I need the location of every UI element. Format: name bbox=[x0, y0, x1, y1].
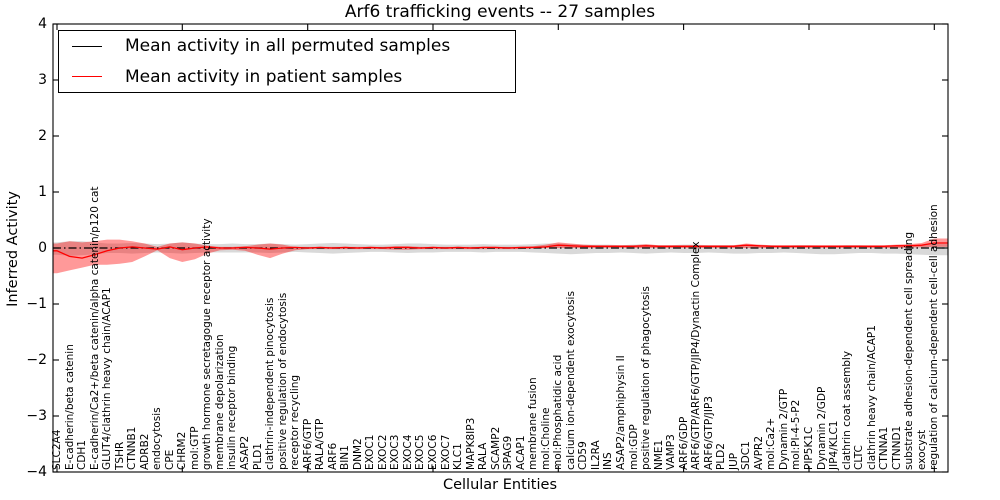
x-tick-label: CTNNA1 bbox=[878, 426, 891, 470]
x-tick-label: EXOC3 bbox=[389, 434, 402, 470]
x-tick-label: clathrin-independent pinocytosis bbox=[264, 297, 277, 470]
x-tick-label: IL2RA bbox=[589, 440, 602, 470]
x-tick-label: DNM2 bbox=[351, 438, 364, 470]
x-tick-label: substrate adhesion-dependent cell spreading bbox=[903, 231, 916, 470]
x-tick-label: insulin receptor binding bbox=[226, 345, 239, 470]
x-tick-label: SCAMP2 bbox=[489, 426, 502, 470]
x-tick-label: ACAP1 bbox=[514, 435, 527, 470]
y-tick-label: 0 bbox=[38, 240, 47, 256]
x-tick-label: calcium ion-dependent exocytosis bbox=[564, 291, 577, 470]
y-tick-label: 1 bbox=[38, 184, 47, 200]
x-tick-label: CD59 bbox=[577, 441, 590, 470]
x-tick-label: GLUT4/clathrin heavy chain/ACAP1 bbox=[101, 287, 114, 470]
x-tick-label: positive regulation of endocytosis bbox=[276, 292, 289, 470]
x-tick-label: CHRM2 bbox=[176, 431, 189, 470]
y-tick-label: 4 bbox=[38, 16, 47, 32]
y-tick-label: 2 bbox=[38, 128, 47, 144]
x-tick-label: EXOC5 bbox=[414, 434, 427, 470]
x-tick-label: receptor recycling bbox=[289, 374, 302, 470]
x-tick-label: BIN1 bbox=[339, 445, 352, 470]
x-tick-label: EXOC7 bbox=[439, 434, 452, 470]
x-tick-label: ADRB2 bbox=[138, 433, 151, 470]
x-tick-label: ASAP2 bbox=[238, 435, 251, 470]
x-tick-label: PLD1 bbox=[251, 443, 264, 470]
x-tick-label: ARF6/GTP/JIP3 bbox=[702, 396, 715, 470]
x-tick-label: CDH1 bbox=[76, 440, 89, 470]
x-tick-label: ARF6/GDP bbox=[677, 416, 690, 470]
x-tick-label: JUP bbox=[727, 452, 740, 470]
permuted-line-swatch bbox=[72, 46, 102, 47]
x-tick-label: PIP5K1C bbox=[802, 426, 815, 470]
x-tick-label: regulation of calcium-dependent cell-cell adhesion bbox=[928, 204, 941, 470]
y-tick-label: −2 bbox=[26, 352, 47, 368]
x-tick-label: KLC1 bbox=[452, 443, 465, 470]
chart-title: Arf6 trafficking events -- 27 samples bbox=[344, 2, 656, 22]
y-tick-label: 3 bbox=[38, 72, 47, 88]
x-tick-label: VAMP3 bbox=[665, 434, 678, 470]
x-tick-label: CPE bbox=[163, 449, 176, 470]
x-tick-label: clathrin coat assembly bbox=[840, 350, 853, 470]
x-tick-label: ARF6 bbox=[326, 442, 339, 470]
x-tick-label: TSHR bbox=[113, 441, 126, 470]
x-tick-label: mol:Ca2+ bbox=[765, 417, 778, 470]
x-tick-label: SLC2A4 bbox=[51, 429, 63, 470]
y-tick-label: −4 bbox=[26, 464, 47, 480]
x-tick-label: exocyst bbox=[915, 429, 928, 470]
legend-item-permuted bbox=[59, 36, 515, 56]
y-tick-label: −1 bbox=[26, 296, 47, 312]
x-tick-label: Dynamin 2/GDP bbox=[815, 386, 828, 470]
x-tick-label: Dynamin 2/GTP bbox=[777, 388, 790, 470]
x-tick-label: RALA bbox=[477, 442, 490, 470]
x-tick-label: mol:GTP bbox=[188, 426, 201, 470]
x-tick-label: EXOC4 bbox=[401, 434, 414, 470]
x-tick-label: E-cadherin/beta catenin bbox=[63, 344, 76, 470]
x-tick-label: mol:Choline bbox=[539, 407, 552, 470]
x-tick-label: mol:PI-4-5-P2 bbox=[790, 399, 803, 470]
x-tick-label: SDC1 bbox=[740, 441, 753, 470]
x-tick-label: membrane depolarization bbox=[213, 334, 226, 470]
x-tick-label: CLTC bbox=[853, 445, 866, 470]
x-tick-label: mol:GDP bbox=[627, 424, 640, 470]
x-tick-label: AVPR2 bbox=[752, 435, 765, 470]
x-tick-label: endocytosis bbox=[151, 407, 164, 470]
x-tick-label: CTNNB1 bbox=[126, 426, 139, 470]
x-tick-label: NME1 bbox=[652, 439, 665, 470]
x-tick-label: ASAP2/amphiphysin II bbox=[614, 355, 627, 470]
x-tick-label: ARF6/GTP/ARF6/GTP/JIP4/Dynactin Complex bbox=[690, 241, 703, 470]
y-axis-label: Inferred Activity bbox=[5, 191, 21, 307]
patient-line-swatch bbox=[72, 76, 102, 77]
x-tick-label: EXOC6 bbox=[426, 434, 439, 470]
x-tick-label: CTNND1 bbox=[890, 425, 903, 470]
legend-item-patient bbox=[59, 67, 515, 87]
x-tick-label: clathrin heavy chain/ACAP1 bbox=[865, 325, 878, 470]
x-tick-label: growth hormone secretagogue receptor activity bbox=[201, 218, 214, 470]
x-tick-label: JIP4/KLC1 bbox=[828, 420, 841, 470]
legend-label-patient: Mean activity in patient samples bbox=[125, 66, 403, 87]
y-tick-label: −3 bbox=[26, 408, 47, 424]
x-tick-label: mol:Phosphatidic acid bbox=[552, 354, 565, 470]
x-tick-label: INS bbox=[602, 452, 615, 470]
x-axis-label: Cellular Entities bbox=[442, 477, 558, 493]
x-tick-label: membrane fusion bbox=[527, 377, 540, 470]
x-tick-label: positive regulation of phagocytosis bbox=[640, 286, 653, 470]
patient-band bbox=[53, 239, 948, 274]
x-tick-label: EXOC1 bbox=[364, 434, 377, 470]
x-tick-label: E-cadherin/Ca2+/beta catenin/alpha catenin/p120 cat bbox=[88, 186, 101, 470]
x-tick-label: RALA/GTP bbox=[314, 418, 327, 470]
legend bbox=[58, 30, 516, 93]
x-tick-label: SPAG9 bbox=[502, 435, 515, 470]
x-tick-label: MAPK8IP3 bbox=[464, 417, 477, 470]
x-tick-label: ARF6/GTP bbox=[301, 418, 314, 470]
x-tick-label: PLD2 bbox=[715, 443, 728, 470]
x-tick-label: EXOC2 bbox=[376, 434, 389, 470]
legend-label-permuted: Mean activity in all permuted samples bbox=[125, 36, 451, 57]
